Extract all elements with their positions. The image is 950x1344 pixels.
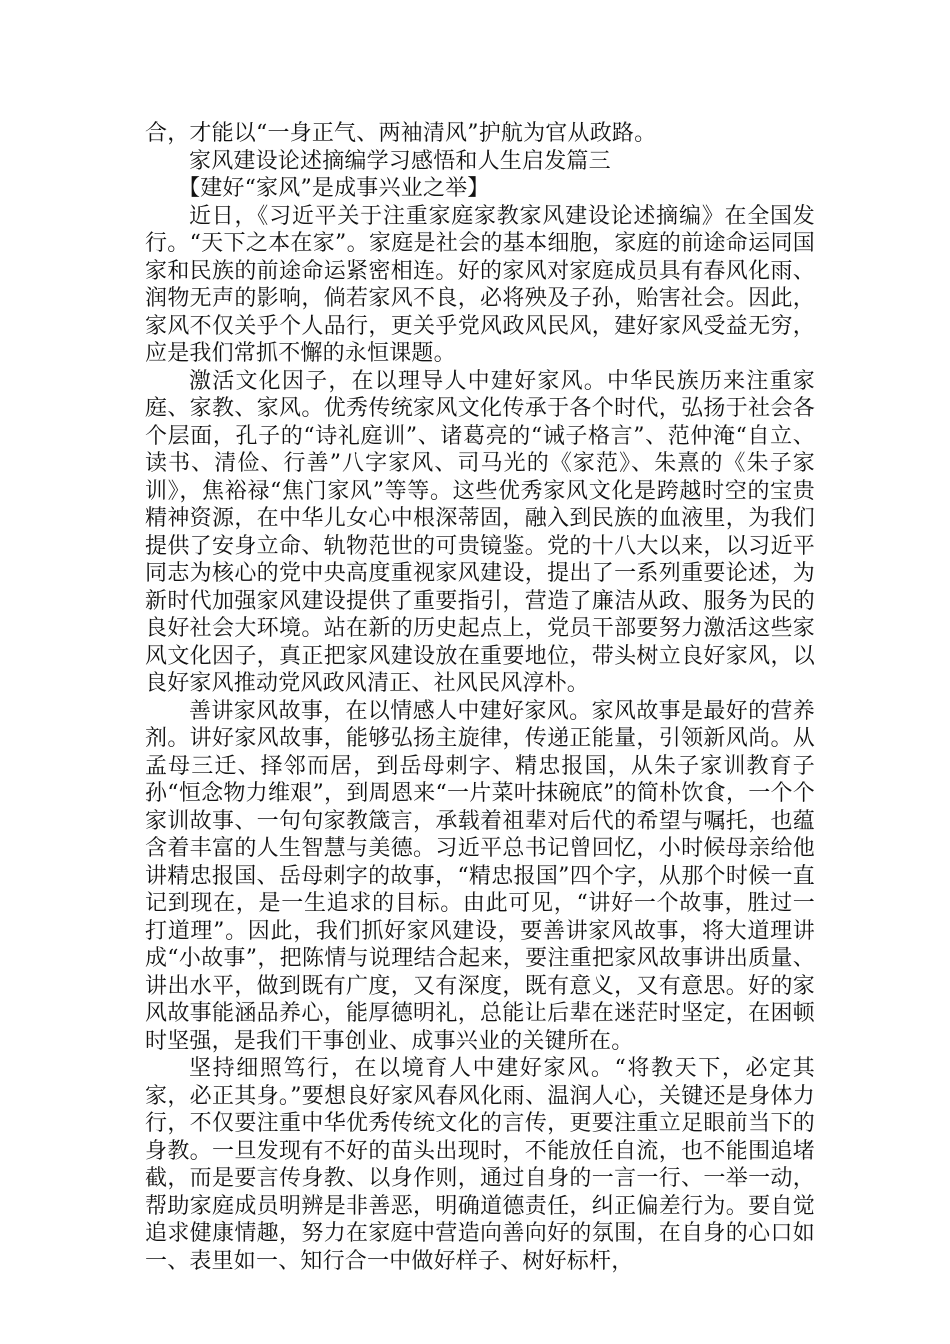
section-title: 家风建设论述摘编学习感悟和人生启发篇三 [189,148,611,174]
paragraph-intro: 近日，《习近平关于注重家庭家教家风建设论述摘编》在全国发行。“天下之本在家”。家庭是社会的基本细胞，家庭的前途命运同国家和民族的前途命运紧密相连。好的家风对家庭成员具有春风化雨、润物无声的影响，倘若家风不良，必将殃及子孙，贻害社会。因此，家风不仅关乎个人品行，更关乎党风政风民风，建好家风受益无穷，应是我们常抓不懈的永恒课题。 [145,203,815,366]
opening-line: 合，才能以“一身正气、两袖清风”护航为官从政路。 [145,121,657,146]
document-page [145,120,815,1275]
article-title: 【建好“家风”是成事兴业之举】 [178,176,490,201]
paragraph-culture: 激活文化因子，在以理导人中建好家风。中华民族历来注重家庭、家教、家风。优秀传统家风文化传承于各个时代，弘扬于社会各个层面，孔子的“诗礼庭训”、诸葛亮的“诫子格言”、范仲淹“自立、读书、清俭、行善”八字家风、司马光的《家范》、朱熹的《朱子家训》，焦裕禄“焦门家风”等等。这些优秀家风文化是跨越时空的宝贵精神资源，在中华儿女心中根深蒂固，融入到民族的血液里，为我们提供了安身立命、轨物范世的可贵镜鉴。党的十八大以来，以习近平同志为核心的党中央高度重视家风建设，提出了一系列重要论述，为新时代加强家风建设提供了重要指引，营造了廉洁从政、服务为民的良好社会大环境。站在新的历史起点上，党员干部要努力激活这些家风文化因子，真正把家风建设放在重要地位，带头树立良好家风，以良好家风推动党风政风清正、社风民风淳朴。 [145,368,815,696]
paragraph-stories: 善讲家风故事，在以情感人中建好家风。家风故事是最好的营养剂。讲好家风故事，能够弘扬主旋律，传递正能量，引领新风尚。从孟母三迁、择邻而居，到岳母刺字、精忠报国，从朱子家训教育子孙“恒念物力维艰”，到周恩来“一片菜叶抹碗底”的简朴饮食，一个个家训故事、一句句家教箴言，承载着祖辈对后代的希望与嘱托，也蕴含着丰富的人生智慧与美德。习近平总书记曾回忆，小时候母亲给他讲精忠报国、岳母刺字的故事，“精忠报国”四个字，从那个时候一直记到现在，是一生追求的目标。由此可见，“讲好一个故事，胜过一打道理”。因此，我们抓好家风建设，要善讲家风故事，将大道理讲成“小故事”，把陈情与说理结合起来，要注重把家风故事讲出质量、讲出水平，做到既有广度，又有深度，既有意义，又有意思。好的家风故事能涵品养心，能厚德明礼，总能让后辈在迷茫时坚定，在困顿时坚强，是我们干事创业、成事兴业的关键所在。 [145,698,815,1054]
paragraph-practice: 坚持细照笃行，在以境育人中建好家风。“将教天下，必定其家，必正其身。”要想良好家风春风化雨、温润人心，关键还是身体力行，不仅要注重中华优秀传统文化的言传，更要注重立足眼前当下的身教。一旦发现有不好的苗头出现时，不能放任自流，也不能围追堵截，而是要言传身教、以身作则，通过自身的一言一行、一举一动，帮助家庭成员明辨是非善恶，明确道德责任，纠正偏差行为。要自觉追求健康情趣，努力在家庭中营造向善向好的氛围，在自身的心口如一、表里如一、知行合一中做好样子、树好标杆， [145,1056,815,1274]
